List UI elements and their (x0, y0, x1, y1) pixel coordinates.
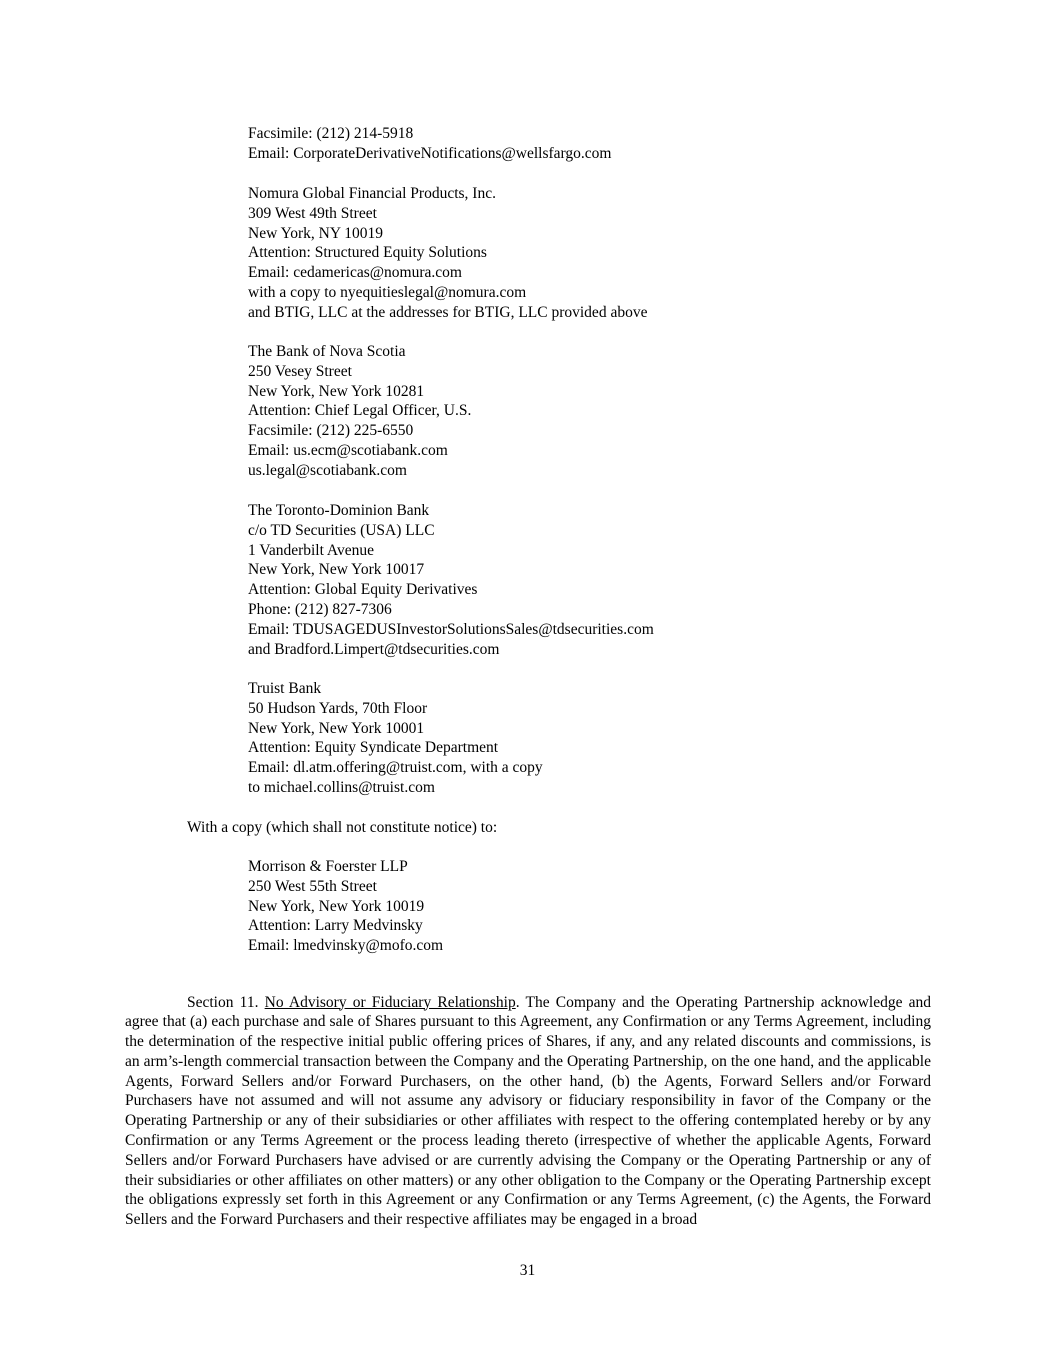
address-line: Attention: Equity Syndicate Department (248, 739, 499, 757)
address-line: 250 West 55th Street (248, 877, 377, 895)
address-block-truist (248, 679, 948, 798)
address-line: The Toronto-Dominion Bank (248, 502, 430, 519)
address-line: Facsimile: (212) 225-6550 (248, 422, 414, 440)
address-line: 1 Vanderbilt Avenue (248, 541, 374, 559)
address-line: c/o TD Securities (USA) LLC (248, 521, 435, 539)
copy-intro-text: With a copy (which shall not constitute notice) to: (187, 819, 498, 836)
address-line: Email: lmedvinsky@mofo.com (248, 937, 444, 955)
address-line: Morrison & Foerster LLP (248, 858, 408, 875)
address-block-toronto-dominion (248, 501, 948, 659)
address-line: Email: cedamericas@nomura.com (248, 264, 462, 282)
address-line: New York, NY 10019 (248, 224, 384, 242)
address-line: 50 Hudson Yards, 70th Floor (248, 699, 428, 717)
address-line: Attention: Structured Equity Solutions (248, 244, 487, 262)
address-line: New York, New York 10001 (248, 719, 425, 737)
address-block-morrison-foerster (248, 857, 948, 956)
address-block-wells-fargo (248, 124, 948, 164)
page-number: 31 (519, 1262, 536, 1279)
address-line: with a copy to nyequitieslegal@nomura.com (248, 283, 527, 301)
address-line: New York, New York 10019 (248, 897, 425, 915)
address-line: us.legal@scotiabank.com (248, 461, 407, 479)
address-line: Email: us.ecm@scotiabank.com (248, 441, 448, 459)
address-line: Email: TDUSAGEDUSInvestorSolutionsSales@tdsecurities.com (248, 620, 654, 638)
address-line: and Bradford.Limpert@tdsecurities.com (248, 640, 500, 658)
address-line: Attention: Global Equity Derivatives (248, 581, 478, 599)
address-line: Truist Bank (248, 680, 322, 697)
address-line: New York, New York 10281 (248, 382, 425, 400)
address-line: Nomura Global Financial Products, Inc. (248, 185, 496, 202)
section-11-paragraph (125, 993, 931, 1231)
address-block-nomura (248, 184, 948, 323)
address-line: Attention: Chief Legal Officer, U.S. (248, 402, 472, 420)
address-line: Phone: (212) 827-7306 (248, 600, 392, 618)
section-number: Section 11. (187, 993, 259, 1011)
address-line: Facsimile: (212) 214-5918 (248, 125, 414, 142)
section-body: . The Company and the Operating Partnership acknowledge and agree that (a) each purchase and sale of Shares pursuant to this Agreement, any Confirmation or any Terms Agreement, including the determination of the respective initial public offering prices of Shares, if any, and any related discounts and commissions, is an arm’s-length commercial transaction between the Company and the Operating Partnership, on the one hand, and the applicable Agents, Forward Sellers and/or Forward Purchasers, on the other hand, (b) the Agents, Forward Sellers and/or Forward Purchasers have not assumed and will not assume any advisory or fiduciary responsibility in favor of the Company or the Operating Partnership or any of their subsidiaries or other affiliates with respect to the offering contemplated hereby or by any Confirmation or any Terms Agreement or the process leading thereto (irrespective of whether the applicable Agents, Forward Sellers and/or Forward Purchasers have advised or are currently advising the Company or the Operating Partnership or any of their subsidiaries or other affiliates on other matters) or any other obligation to the Company or the Operating Partnership except the obligations expressly set forth in this Agreement or any Confirmation or any Terms Agreement, (c) the Agents, the Forward Sellers and the Forward Purchasers and their respective affiliates may be engaged in a broad (125, 993, 932, 1229)
address-line: Attention: Larry Medvinsky (248, 917, 423, 935)
section-heading: No Advisory or Fiduciary Relationship (264, 993, 516, 1011)
address-line: Email: CorporateDerivativeNotifications@wellsfargo.com (248, 144, 612, 162)
address-line: New York, New York 10017 (248, 561, 425, 579)
address-line: and BTIG, LLC at the addresses for BTIG, LLC provided above (248, 303, 648, 321)
address-block-nova-scotia (248, 342, 948, 481)
address-line: 250 Vesey Street (248, 362, 352, 380)
address-line: The Bank of Nova Scotia (248, 343, 406, 360)
address-line: to michael.collins@truist.com (248, 778, 435, 796)
address-line: Email: dl.atm.offering@truist.com, with a copy (248, 759, 543, 777)
address-line: 309 West 49th Street (248, 204, 377, 222)
